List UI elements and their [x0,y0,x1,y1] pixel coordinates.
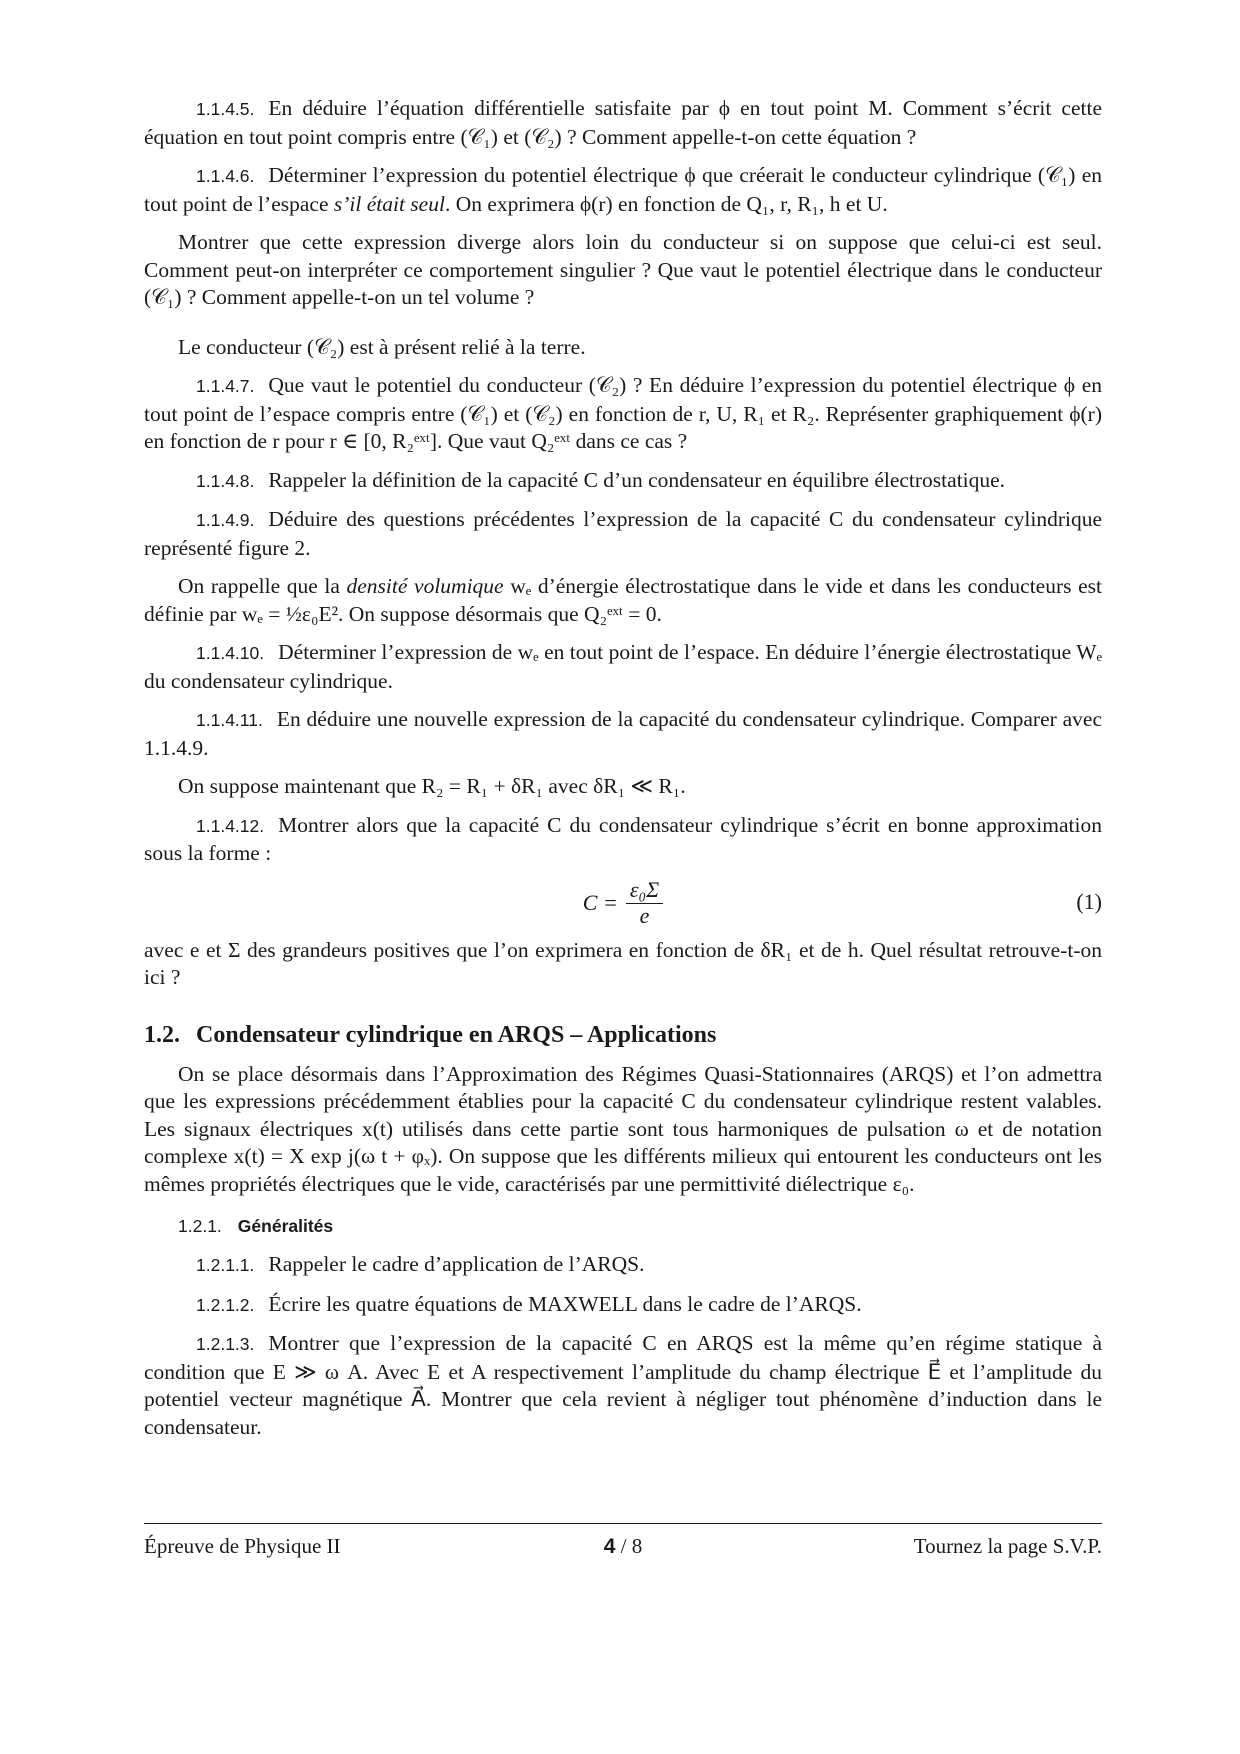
section-number: 1.2. [144,1021,180,1048]
question-number: 1.1.4.5. [196,99,255,119]
question-1-1-4-10 [144,639,1102,695]
question-1-1-4-7 [144,372,1102,456]
section-intro: On se place désormais dans l’Approximation des Régimes Quasi-Stationnaires (ARQS) et l’on admettra que les expressions précédemment établies pour la capacité C du condensateur cylindrique restent valables. Les signaux électriques x(t) utilisés dans cette partie sont tous harmoniques de pulsation ω et de notation complexe x(t) = X exp j(ω t + φₓ). On suppose que les différents milieux qui entourent les conducteurs ont les mêmes propriétés électriques que le vide, caractérisés par une permittivité diélectrique ε₀. [144,1061,1102,1196]
question-text: En déduire l’équation différentielle satisfaite par ϕ en tout point M. Comment s’écrit cette équation en tout point compris entre (𝒞₁) et (𝒞₂) ? Comment appelle-t-on cette équation ? [144,96,1102,149]
page-content [144,95,1102,1452]
section-heading-1-2 [144,1022,1102,1049]
fraction-numerator: ε₀Σ [626,878,663,904]
question-number: 1.2.1.3. [196,1334,255,1354]
equation-lhs: C = [582,889,618,915]
question-text: Rappeler le cadre d’application de l’ARQS. [268,1252,645,1276]
question-number: 1.1.4.12. [196,815,265,836]
question-1-1-4-11 [144,706,1102,762]
question-text: Que vaut le potentiel du conducteur (𝒞₂) ? En déduire l’expression du potentiel électrique ϕ en tout point de l’espace compris entre (𝒞₁) et (𝒞₂) en fonction de r, U, R₁ et R₂. Représenter graphiquement ϕ(r) en fonction de r pour r ∈ [0, R₂ᵉˣᵗ]. Que vaut Q₂ᵉˣᵗ dans ce cas ? [144,373,1102,453]
subsection-title: Généralités [237,1216,334,1236]
equation-fraction [626,878,663,928]
question-number: 1.1.4.10. [196,643,265,663]
subsection-number: 1.2.1. [178,1216,222,1236]
paragraph-text: wₑ d’énergie électrostatique dans le vide et dans les conducteurs est définie par wₑ = ½ε₀E². On suppose désormais que Q₂ᵉˣᵗ = 0. [144,574,1102,626]
page-separator: / [615,1534,632,1558]
question-number: 1.2.1.2. [196,1294,255,1315]
footer-exam-title: Épreuve de Physique II [144,1534,341,1558]
fraction-denominator: e [639,902,650,928]
equation-number: (1) [1076,888,1102,914]
page-footer [144,1523,1102,1559]
question-1-2-1-1 [144,1251,1102,1280]
question-1-2-1-3 [144,1330,1102,1441]
page-number [144,1534,1102,1559]
question-text: Montrer que l’expression de la capacité C en ARQS est la même qu’en régime statique à condition que E ≫ ω A. Avec E et A respectivement l’amplitude du champ électrique E⃗ et l’amplitude du potentiel vecteur magnétique A⃗. Montrer que cela revient à négliger tout phénomène d’induction dans le condensateur. [144,1331,1102,1439]
question-number: 1.1.4.7. [196,376,255,396]
question-text: Déterminer l’expression du potentiel électrique ϕ que créerait le conducteur cylindrique (𝒞₁) en tout point de l’espace [144,163,1102,216]
question-1-1-4-9 [144,506,1102,562]
footer-turn-page: Tournez la page S.V.P. [913,1534,1102,1558]
question-text: Montrer alors que la capacité C du condensateur cylindrique s’écrit en bonne approximation sous la forme : [144,812,1102,865]
question-text: Déterminer l’expression de wₑ en tout point de l’espace. En déduire l’énergie électrostatique Wₑ du condensateur cylindrique. [144,640,1102,693]
question-1-2-1-2 [144,1291,1102,1320]
subsection-heading-1-2-1 [178,1216,1102,1237]
question-1-1-4-5 [144,95,1102,151]
paragraph-avec: avec e et Σ des grandeurs positives que l’on exprimera en fonction de δR₁ et de h. Quel résultat retrouve-t-on ici ? [144,937,1102,989]
question-1-1-4-6 [144,162,1102,218]
question-1-1-4-12 [144,812,1102,868]
question-1-1-4-8 [144,467,1102,496]
paragraph-terre: Le conducteur (𝒞₂) est à présent relié à la terre. [178,334,586,359]
paragraph-diverge: Montrer que cette expression diverge alors loin du conducteur si on suppose que celui-ci est seul. Comment peut-on interpréter ce comportement singulier ? Que vaut le potentiel électrique dans le conducteur (𝒞₁) ? Comment appelle-t-on un tel volume ? [144,230,1102,309]
question-text: Écrire les quatre équations de MAXWELL dans le cadre de l’ARQS. [268,1291,862,1316]
question-text: Rappeler la définition de la capacité C d’un condensateur en équilibre électrostatique. [268,467,1006,492]
question-number: 1.2.1.1. [196,1255,255,1275]
question-number: 1.1.4.8. [196,470,255,491]
section-title: Condensateur cylindrique en ARQS – Applications [196,1021,717,1048]
emphasis-text: s’il était seul [333,191,445,216]
question-number: 1.1.4.6. [196,166,255,186]
paragraph-approximation: On suppose maintenant que R₂ = R₁ + δR₁ avec δR₁ ≪ R₁. [178,774,686,798]
paragraph-text: On rappelle que la [178,574,347,598]
paragraph-densite [144,573,1102,628]
question-number: 1.1.4.9. [196,510,255,530]
question-text: . On exprimera ϕ(r) en fonction de Q₁, r, R₁, h et U. [444,191,888,216]
page-total: 8 [631,1534,643,1558]
question-text: Déduire des questions précédentes l’expression de la capacité C du condensateur cylindrique représenté figure 2. [144,507,1102,560]
question-text: En déduire une nouvelle expression de la capacité du condensateur cylindrique. Comparer avec 1.1.4.9. [144,707,1102,760]
emphasis-text: densité volumique [346,574,504,598]
equation-1 [144,875,1102,931]
question-number: 1.1.4.11. [196,710,263,730]
page-current: 4 [603,1535,616,1558]
